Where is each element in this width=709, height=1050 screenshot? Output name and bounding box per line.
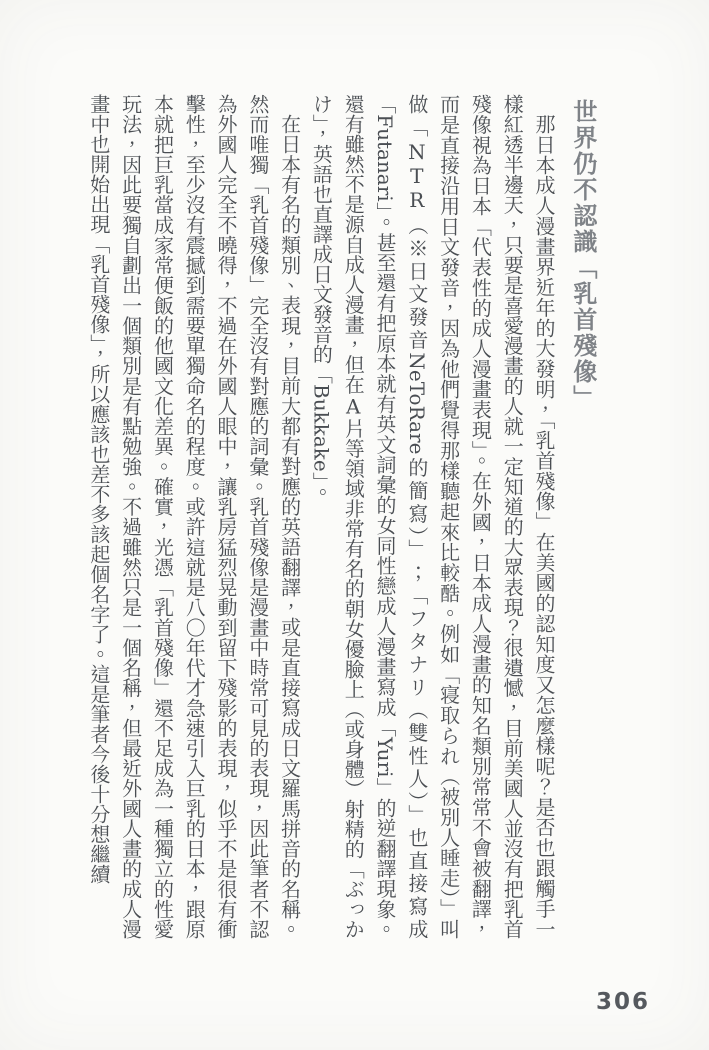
text-segment: 在日本有名的類別、表現，目前大都有對應的英語翻譯，或是直接寫成日文羅馬拼音的名稱。然而唯獨「乳首殘像」完全沒有對應的詞彙。乳首殘像是漫畫中時常可見的表現，因此筆者不認為外國人完全不曉得，不過在外國人眼中，讓乳房猛烈晃動到留下殘影的表現，似乎不是很有衝擊性，至少沒有震撼到需要單獨命名的程度。或許這就是八〇年代才急速引入巨乳的日本，跟原本就把巨乳當成家常便飯的他國文化差異。確實，光憑「乳首殘像」還不足成為一種獨立的性愛玩法，因此要獨自劃出一個類別是有點勉強。不過雖然只是一個名稱，但最近外國人畫的成人漫畫中也開始出現「乳首殘像」，所以應該也差不多該起個名字了。這是筆者今後十分想繼續 <box>86 94 302 939</box>
article-body <box>81 94 559 939</box>
chapter-title: 世界仍不認識「乳首殘像」 <box>568 99 597 411</box>
text-segment: （※日文發音NeToRare的簡寫）」；「フタナリ（雙性人）」也直接寫成「Futanari」。甚至還有把原本就有英文詞彙的女同性戀成人漫畫寫成「Yuri」的逆翻譯現象。還有雖然不是源自成人漫畫，但在 <box>341 94 429 939</box>
text-segment: 片等領域非常有名的朝女優臉上（或身體）射精的「ぶっかけ」，英語也直譯成日文發音的「Bukkake」。 <box>309 94 366 940</box>
text-segment: 那日本成人漫畫界近年的大發明，「乳首殘像」在美國的認知度又怎麼樣呢？是否也跟觸手一樣紅透半邊天，只要是喜愛漫畫的人就一定知道的大眾表現？很遺憾，目前美國人並沒有把乳首殘像視為日本「代表性的成人漫畫表現」。在外國，日本成人漫畫的知名類別常常不會被翻譯，而是直接沿用日文發音，因為他們覺得那樣聽起來比較酷。例如「寝取られ（被別人睡走）」叫做「 <box>404 94 556 939</box>
paragraph <box>82 94 305 939</box>
upright-latin-text: A <box>341 394 366 419</box>
upright-latin-text: NTR <box>404 139 429 212</box>
paragraph <box>305 94 559 939</box>
page-number: 306 <box>595 989 650 1015</box>
